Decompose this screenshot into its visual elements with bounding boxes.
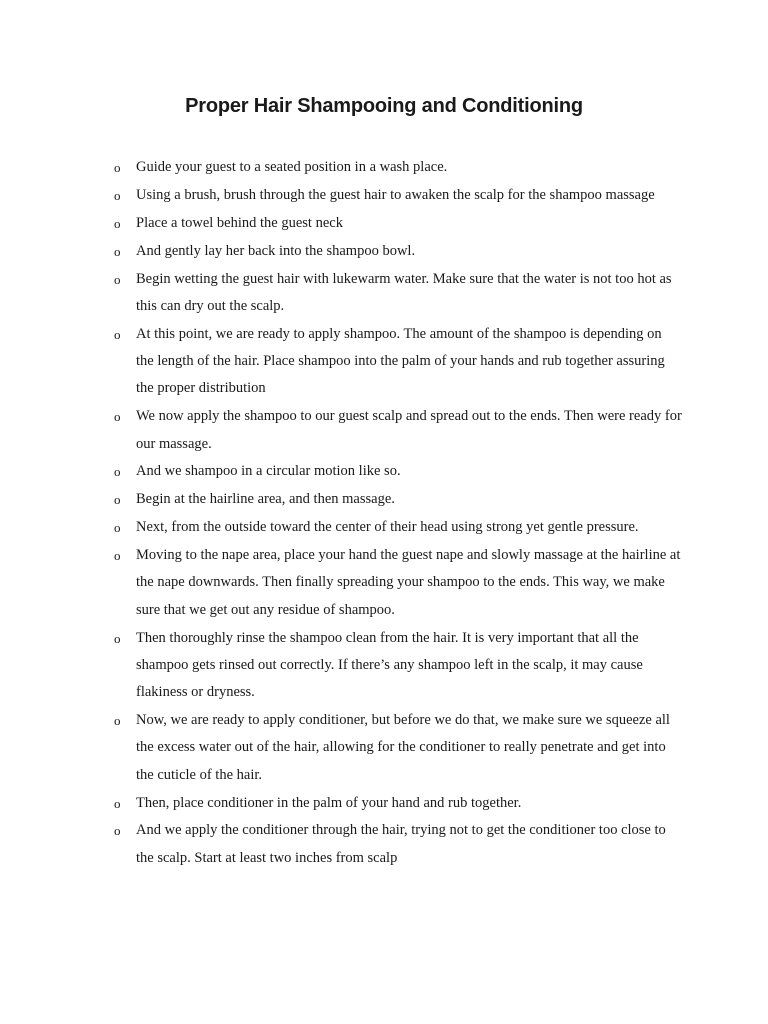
bullet-marker: o: [114, 409, 121, 425]
list-item: [0, 707, 768, 789]
bullet-marker: o: [114, 215, 121, 231]
step-text: Moving to the nape area, place your hand the guest nape and slowly massage at the hairline at the nape downwards. Then finally spreading your shampoo to the ends. This way, we make sure that we get out any residue of shampoo.: [136, 547, 681, 618]
step-text: Begin at the hairline area, and then massage.: [136, 491, 395, 508]
step-list: [0, 154, 768, 873]
list-item: [0, 238, 768, 265]
list-item: [0, 403, 768, 458]
list-item: [0, 817, 768, 872]
list-item: [0, 542, 768, 624]
list-item: [0, 182, 768, 209]
step-text: At this point, we are ready to apply shampoo. The amount of the shampoo is depending on the length of the hair. Place shampoo into the palm of your hands and rub together assuring the proper distribution: [136, 325, 665, 397]
list-item: [0, 514, 768, 541]
step-text: And we apply the conditioner through the hair, trying not to get the conditioner too close to the scalp. Start at least two inches from scalp: [136, 822, 666, 866]
bullet-marker: o: [114, 492, 121, 508]
step-text: Guide your guest to a seated position in a wash place.: [136, 159, 448, 175]
list-item: [0, 266, 768, 321]
list-item: [0, 790, 768, 817]
step-text: We now apply the shampoo to our guest scalp and spread out to the ends. Then were ready for our massage.: [136, 408, 682, 452]
bullet-marker: o: [114, 243, 121, 259]
list-item: [0, 154, 768, 181]
bullet-marker: o: [114, 271, 121, 287]
page-title: Proper Hair Shampooing and Conditioning: [185, 95, 583, 117]
bullet-marker: o: [114, 160, 121, 175]
bullet-marker: o: [114, 520, 121, 536]
step-text: Then, place conditioner in the palm of your hand and rub together.: [136, 794, 522, 811]
bullet-marker: o: [114, 823, 121, 839]
list-item: [0, 625, 768, 707]
step-text: Place a towel behind the guest neck: [136, 214, 343, 231]
list-item: [0, 321, 768, 403]
step-text: Next, from the outside toward the center of their head using strong yet gentle pressure.: [136, 519, 639, 536]
bullet-marker: o: [114, 187, 121, 203]
step-text: Begin wetting the guest hair with lukewarm water. Make sure that the water is not too hot as this can dry out the scalp.: [136, 270, 672, 314]
step-text: And we shampoo in a circular motion like so.: [136, 463, 401, 480]
step-text: And gently lay her back into the shampoo bowl.: [136, 242, 416, 259]
bullet-marker: o: [114, 795, 121, 811]
bullet-marker: o: [114, 630, 121, 646]
bullet-marker: o: [114, 326, 121, 342]
list-item: [0, 210, 768, 237]
list-item: [0, 458, 768, 485]
bullet-marker: o: [114, 464, 121, 480]
step-text: Now, we are ready to apply conditioner, but before we do that, we make sure we squeeze all the excess water out of the hair, allowing for the conditioner to really penetrate and get into the cuticle of the hair.: [136, 712, 670, 783]
list-item: [0, 486, 768, 513]
step-text: Using a brush, brush through the guest hair to awaken the scalp for the shampoo massage: [136, 186, 655, 203]
step-text: Then thoroughly rinse the shampoo clean from the hair. It is very important that all the shampoo gets rinsed out correctly. If there’s any shampoo left in the scalp, it may cause flakiness or dryness.: [136, 629, 643, 701]
bullet-marker: o: [114, 548, 121, 564]
bullet-marker: o: [114, 713, 121, 729]
